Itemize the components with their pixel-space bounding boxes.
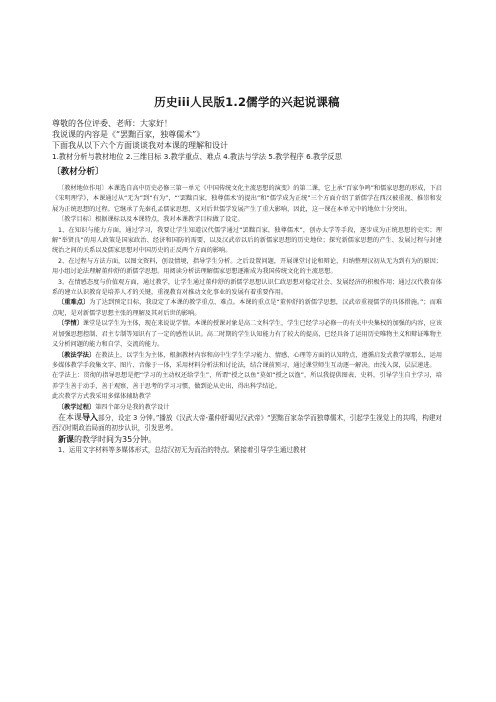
text-position: 本课选自高中历史必修三第一单元《中国传统文化主流思想的演变》的第二课，它上承“百家争鸣”和儒家思想的形成，下启《宋明理学》，本课通过从“无为”到“有为”，“‘罢黜百家，独尊儒术’的提出”和“儒学成为正统”三个方面介绍了新儒学在西汉被重视、推崇和发展为正统思想的过程。它继承了先秦孔孟儒家思想，又对后世儒学发展产生了重大影响，因此，这一课在本单元中的地位十分突出。	[52, 185, 442, 213]
paragraph-goal-2: 2、在过程与方法方面，以图文资料，创设情境，指导学生分析。之后设置问题，开展课堂讨论和辩论，归纳整理汉初从无为到有为的原因；用小组讨论法理解董仲舒的新儒学思想。用阅读分析法理解儒家思想逐渐成为我国传统文化的主流思想。	[52, 257, 442, 276]
paragraph-goal-3: 3、在情感态度与价值观方面，通过教学，让学生通过董仲舒的新儒学思想认识仁政思想对稳定社会、发展经济的积极作用；通过汉代教育体系的建立认识教育是培养人才的关键，重视教育对推动文化事业的发展有着重要作用。	[52, 278, 442, 297]
tag-position: 〔教材地位作用〕	[58, 185, 108, 192]
paragraph-students	[52, 319, 442, 350]
tag-key-points: 〔重难点〕	[58, 299, 90, 307]
paragraph-goals-intro: 〔教学目标〕根据课标以及本课特点，我对本课教学目标做了设定。	[58, 216, 244, 224]
section-heading-textbook-analysis: 〔教材分析〕	[52, 167, 104, 177]
intro-step-text: 部分，设定 3 分钟。”播放《汉武大帝-董仲舒谒见汉武帝》“罢黜百家杂学而独尊儒术，引起学生视觉上的共鸣，构建对西汉时期政治局面的初步认识，引发思考。	[52, 413, 443, 433]
text-students: 课堂是以学生为主体，现在来说说学情。本课的授课对象是高二文科学生，学生已经学习必修一的有关中央集权的加强的内容，应该对加强思想控制、君主专制等知识有了一定的感性认识。高二时期的学生认知能力有了较大的提高，已经具备了运用历史唯物主义和辩证唯物主义分析问题的能力和自学、交流的能力。	[52, 320, 443, 349]
page-title: 历史iii人民版1.2儒学的兴起说课稿	[154, 95, 340, 109]
text-key-points: 为了达到预定目标，我设定了本课的教学重点、难点。本课的重点是“董仲舒的新儒学思想，汉武帝重视儒学的具体措施。”；而难点呢，是对新儒学思想主张的理解及其对后世的影响。	[52, 299, 443, 317]
text-process: 第四个部分是我的教学设计	[95, 403, 170, 411]
paragraph-intro-step	[52, 413, 442, 434]
tag-methods: 〔教法学法〕	[58, 351, 96, 359]
text-methods: 在教法上，以学生为主体，根据教材内容和高中生学生学习能力、情感、心理等方面的认知特点，遵循启发式教学原那么，运用多媒体教学手段集文字、图片、音像于一体，采用材料分析法和讨论法，结合课前预习，通过课堂师生互动逐一解决。由浅入深，层层递进。	[52, 351, 443, 369]
intro-step-bold: 导入	[82, 412, 99, 422]
paragraph-process	[52, 403, 442, 413]
intro-step-label: 在本课	[58, 412, 83, 422]
new-lesson-label: 新课	[58, 434, 74, 444]
paragraph-key-points	[52, 298, 442, 319]
tag-students: 〔学情〕	[58, 320, 83, 328]
outline-line: 1.教材分析与教材地位 2.三维目标 3.教学重点、难点 4.教法与学法 5.教学程序 6.教学反思	[52, 152, 342, 161]
paragraph-new-lesson	[52, 434, 442, 445]
topic-line: 我说课的内容是《“罢黜百家，独尊儒术”》	[52, 130, 205, 139]
paragraph-media: 此次教学方式我采用多媒体辅助教学	[52, 393, 151, 401]
paragraph-methods	[52, 351, 442, 372]
greeting-line: 尊敬的各位评委、老师：大家好！	[52, 119, 172, 128]
new-lesson-text: 的教学时间为35分钟。	[74, 434, 157, 444]
paragraph-learning: 在学法上：贯彻的指导思想是把“学习的主动权还给学生”，所谓“授之以鱼”莫如“授之以渔”，所以我提供图表、史料，引导学生自主学习，培养学生善于动手，善于观察，善于思考的学习习惯，做到论从史出，得出科学结论。	[52, 372, 442, 390]
paragraph-goal-1: 1、在知识与能力方面，通过学习，我要让学生知道汉代儒学通过“罢黜百家，独尊儒术”，创办太学等手段，逐步成为正统思想的史实；理解“举贤良”的用人政策是国家政治、经济和国防的需要，以及汉武帝以后的新儒家思想的历史地位；探究新儒家思想的产生、发展过程与封建统治之间的关系以及儒家思想对中国历史的正反两个方面的影响。	[52, 226, 442, 255]
tag-process: 〔教学过程〕	[58, 403, 96, 411]
paragraph-position	[52, 184, 442, 215]
plan-line: 下面我从以下六个方面谈谈我对本课的理解和设计	[52, 141, 228, 150]
paragraph-step-1: 1、运用文字材料等多媒体形式，总结汉初无为而治的特点。紧接着引导学生通过教材	[58, 445, 307, 454]
